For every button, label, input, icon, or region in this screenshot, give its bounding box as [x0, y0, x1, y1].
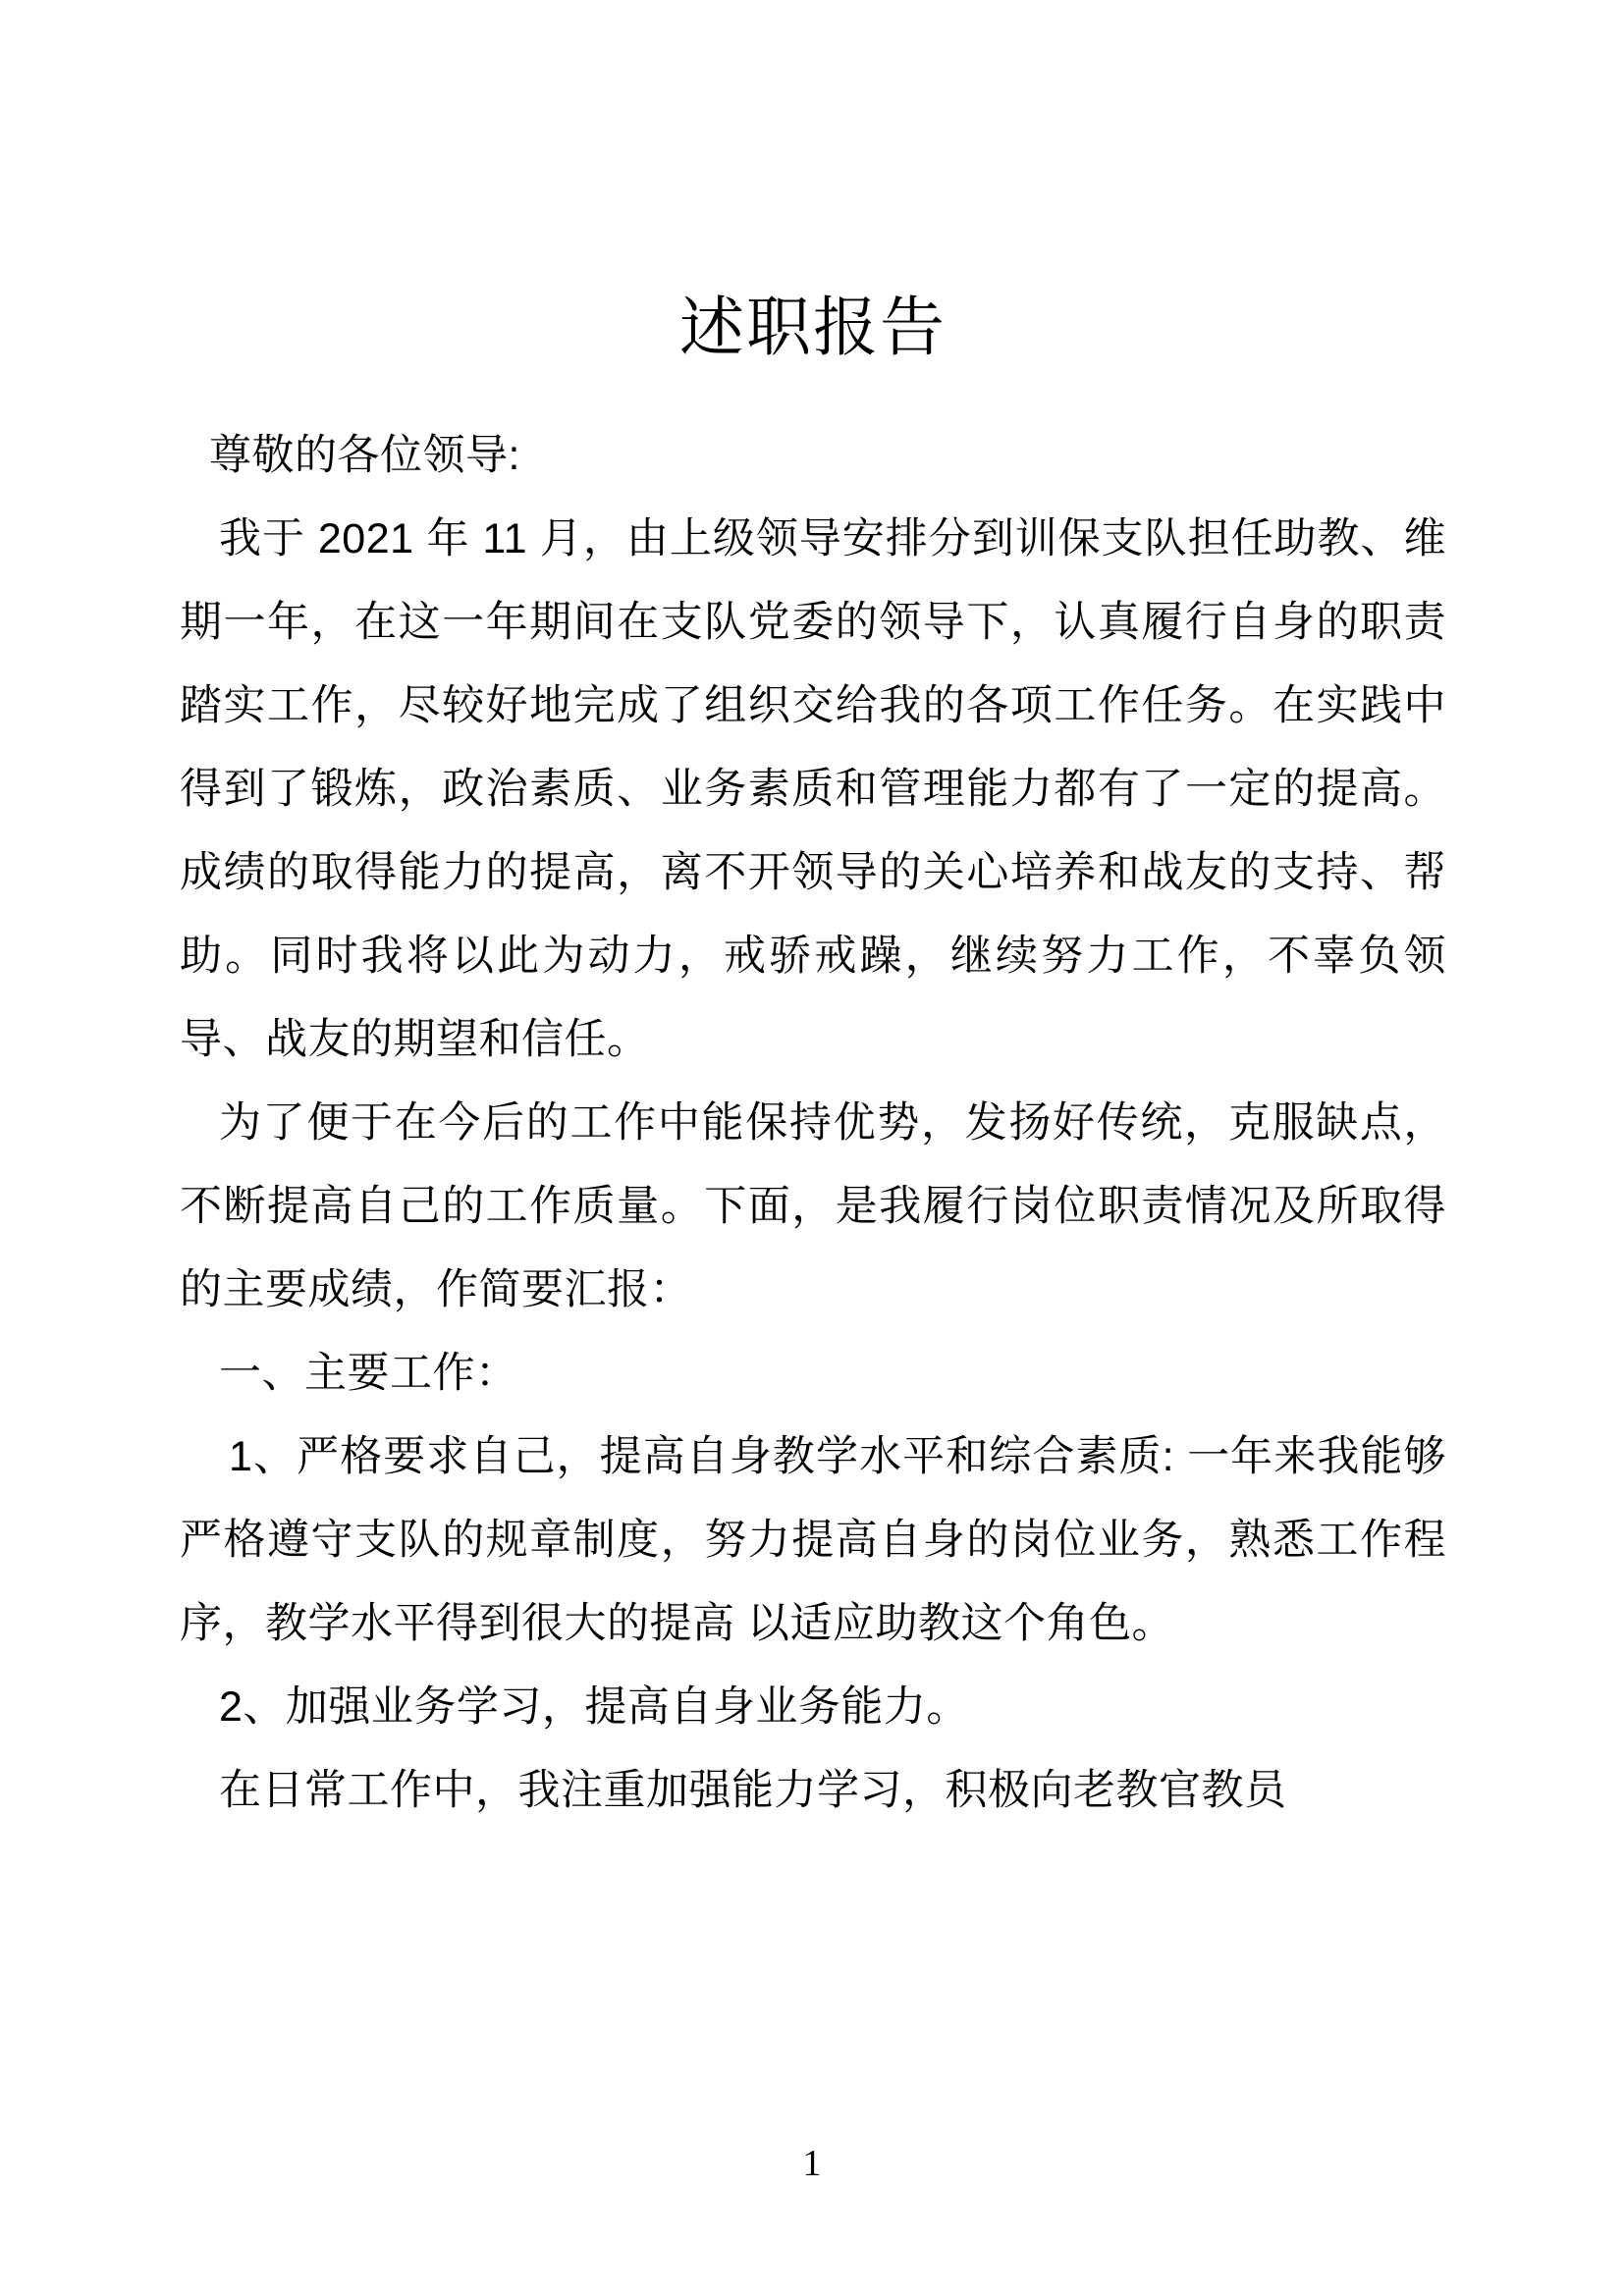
- paragraph-item-1: 1、严格要求自己，提高自身教学水平和综合素质: 一年来我能够严格遵守支队的规章制度，努力提高自身的岗位业务，熟悉工作程序，教学水平得到很大的提高 以适应助教这个角色。: [180, 1433, 1446, 1647]
- section-heading-main-work: 一、主要工作：: [219, 1350, 518, 1397]
- paragraph-1: 我于 2021 年 11 月，由上级领导安排分到训保支队担任助教、维期一年，在这一年期间在支队党委的领导下，认真履行自身的职责踏实工作，尽较好地完成了组织交给我的各项工作任务。在实践中得到了锻炼，政治素质、业务素质和管理能力都有了一定的提高。成绩的取得能力的提高，离不开领导的关心培养和战友的支持、帮助。同时我将以此为动力，戒骄戒躁，继续努力工作，不辜负领导、战友的期望和信任。: [180, 515, 1446, 1063]
- paragraph-3: 在日常工作中，我注重加强能力学习，积极向老教官教员: [219, 1767, 1287, 1814]
- page-title: 述职报告: [679, 291, 947, 363]
- paragraph-item-2: 2、加强业务学习，提高自身业务能力。: [219, 1683, 969, 1731]
- salutation-line: 尊敬的各位领导:: [209, 432, 520, 479]
- paragraph-2: 为了便于在今后的工作中能保持优势，发扬好传统，克服缺点，不断提高自己的工作质量。下面，是我履行岗位职责情况及所取得的主要成绩，作简要汇报：: [180, 1099, 1446, 1313]
- page-number: 1: [802, 2143, 822, 2184]
- document-body: [180, 0, 1446, 1833]
